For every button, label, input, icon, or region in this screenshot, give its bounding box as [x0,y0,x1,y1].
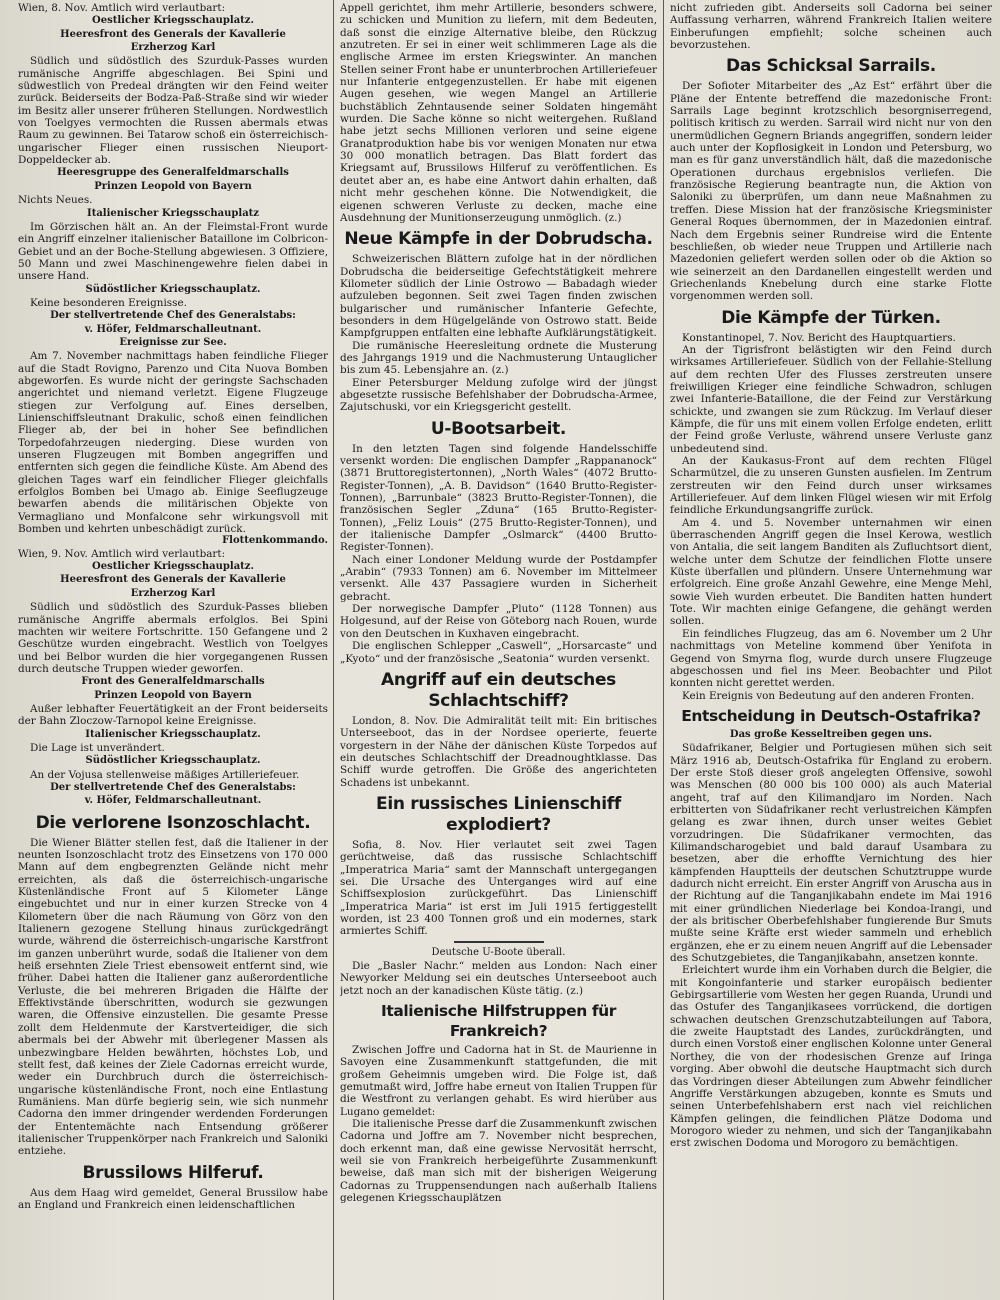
separator-rule [454,941,544,943]
article-paragraph: Südlich und südöstlich des Szurduk-Passes blieben rumänische Angriffe abermals erfolglos. Bei Spini machten wir weitere Fortschritte. 150 Gefangene und 2 Geschütze wurden eingebracht. Westlich von Toelgyes und bei Belbor wurden die hier vorgegangenen Russen durch deutsche Truppen wieder geworfen. [18,601,328,675]
article-paragraph: Aus dem Haag wird gemeldet, General Brussilow habe an England und Frankreich einen leidenschaftlichen [18,1186,328,1211]
section-subhead: Der stellvertretende Chef des Generalstabs: [50,781,296,793]
article-paragraph: Der Sofioter Mitarbeiter des „Az Est“ erfährt über die Pläne der Entente betreffend die mazedonische Front: Sarrails Lage beginnt krotzschlich besorgniserregend, politisch kritisch zu werden. Sarrail wird nicht nur von den unermüdlichen Gegnern Briands angegriffen, sondern leider auch unter der Kopflosigkeit in London und Petersburg, wo man es für ganz unverständlich hält, daß die mazedonische Operationen durchaus ergebnislos verliefen. Die französische Regierung beantragte nun, die Aktion von Saloniki zu überprüfen, um dann neue Maßnahmen zu treffen. Diese Mission hat der französische Kriegsminister General Roques übernommen, der in Mazedonien eintraf. Nach dem Ergebnis seiner Rundreise wird die Entente beschließen, ob wieder neue Truppen und Artillerie nach Mazedonien geliefert werden sollen oder ob die Aktion so wie seinerzeit an den Dardanellen eingestellt werden und Griechenlands Knebelung durch eine starke Flotte vorgenommen werden soll. [670,80,992,303]
article-paragraph: Ein feindliches Flugzeug, das am 6. November um 2 Uhr nachmittags von Meteline kommend über Yenifota in Gegend von Smyrna flog, wurde durch unsere Flugzeuge abgeschossen und fiel ins Meer. Beobachter und Pilot konnten nicht gerettet werden. [670,627,992,690]
article-headline: Entscheidung in Deutsch-Ostafrika? [681,706,981,725]
article-headline: Die Kämpfe der Türken. [721,307,941,328]
article-paragraph: Außer lebhafter Feuertätigkeit an der Front beiderseits der Bahn Zloczow-Tarnopol keine Ereignisse. [18,702,328,728]
article-paragraph: Schweizerischen Blättern zufolge hat in der nördlichen Dobrudscha die beiderseitige Gefechtstätigkeit mehrere Kilometer südlich der Linie Ostrowo — Babadagh wieder aufzuleben begonnen. Seit zwei Tagen finden zwischen bulgarischer und rumänischer Infanterie Gefechte, besonders in dem Hügelgelände von Ostrowo statt. Beide Kampfgruppen entfalten eine lebhafte Aufklärungstätigkeit. [340,253,657,340]
article-paragraph: Im Görzischen hält an. An der Fleimstal-Front wurde ein Angriff einzelner italienischer Bataillone im Colbricon-Gebiet und an der Boche-Stellung abgewiesen. 3 Offiziere, 50 Mann und zwei Maschinengewehre fielen dabei in unsere Hand. [18,220,328,283]
column-middle [340,2,657,1296]
article-paragraph: Einer Petersburger Meldung zufolge wird der jüngst abgesetzte russische Befehlshaber der Dobrudscha-Armee, Zajutschuski, vor ein Kriegsgericht gestellt. [340,376,657,414]
article-headline: U-Bootsarbeit. [430,418,567,439]
section-subhead: Südöstlicher Kriegsschauplatz. [85,755,261,767]
article-headline: Das Schicksal Sarrails. [726,56,936,77]
article-paragraph: An der Kaukasus-Front auf dem rechten Flügel Scharmützel, die zu unseren Gunsten ausfielen. Im Zentrum zerstreuten wir den Feind durch unser wirksames Artilleriefeuer. Auf dem linken Flügel wiesen wir mit Erfolg feindliche Erkundungsangriffe zurück. [670,455,992,517]
column-rule [663,0,664,1300]
article-paragraph: London, 8. Nov. Die Admiralität teilt mit: Ein britisches Unterseeboot, das in der Nordsee operierte, feuerte vorgestern in der Nähe der dänischen Küste Torpedos auf ein deutsches Schlachtschiff der Dreadnoughtklasse. Das Schiff wurde getroffen. Die Größe des angerichteten Schadens ist unbekannt. [340,714,657,789]
article-paragraph: Keine besonderen Ereignisse. [30,296,187,309]
section-subhead: Das große Kesseltreiben gegen uns. [729,728,933,740]
section-subhead: Flottenkommando. [222,535,328,547]
article-paragraph: Wien, 9. Nov. Amtlich wird verlautbart: [18,547,226,560]
article-paragraph: Kein Ereignis von Bedeutung auf den anderen Fronten. [682,689,975,702]
section-subhead: Heeresfront des Generals der Kavallerie [60,28,286,40]
article-paragraph: Die italienische Presse darf die Zusammenkunft zwischen Cadorna und Joffre am 7. November nicht besprechen, doch erkennt man, daß eine gewisse Nervosität herrscht, weil sie von Frankreich herbeigeführte Zusammenkunft beweise, daß man sich mit der bisherigen Weigerung Cadornas zu Truppensendungen nach außerhalb Italiens gelegenen Kriegsschauplätzen [340,1118,657,1205]
column-left [18,2,328,1296]
section-subhead: v. Höfer, Feldmarschalleutnant. [84,795,262,807]
article-headline: Ein russisches Linienschiff explodiert? [376,793,621,835]
article-paragraph: Südlich und südöstlich des Szurduk-Passes wurden rumänische Angriffe abgeschlagen. Bei Spini und südwestlich von Predeal drängten wir den Feind weiter zurück. Beiderseits der Bodza-Paß-Straße sind wir wieder im Besitz aller unserer früheren Stellungen. Nordwestlich von Toelgyes vermochten die Russen abermals etwas Raum zu gewinnen. Bei Tatarow schoß ein österreichisch-ungarischer Flieger einen russischen Nieuport-Doppeldecker ab. [18,55,328,167]
article-paragraph: Die Lage ist unverändert. [30,741,165,754]
article-paragraph: Wien, 8. Nov. Amtlich wird verlautbart: [18,2,226,14]
article-paragraph: Appell gerichtet, ihm mehr Artillerie, besonders schwere, zu schicken und Munition zu liefern, mit dem Bedeuten, daß sonst die einzige Alternative bleibe, den Rückzug anzutreten. Er sei in einer weit schlimmeren Lage als die englische Armee im ersten Kriegswinter. An manchen Stellen seiner Front habe er ununterbrochen Artilleriefeuer nur Infanterie entgegenzustellen. Er habe mit eigenen Augen gesehen, wie wegen Mangel an Artillerie buchstäblich Zehntausende seiner Soldaten hingemäht wurden. Die Sache könne so nicht weitergehen. Rußland habe jetzt sechs Millionen verloren und seine eigene Granatproduktion habe bis vor wenigen Monaten nur etwa 30 000 monatlich betragen. Das Blatt fordert das Kriegsamt auf, Brussilows Hilferuf zu veröffentlichen. Es deutet aber an, es habe eine Antwort dahin erhalten, daß nicht mehr geschehen könne. Die Notwendigkeit, die eigenen schweren Verluste zu decken, mache eine Ausdehnung der Munitionserzeugung unmöglich. (z.) [340,2,657,224]
section-subhead: Italienischer Kriegsschauplatz [87,207,259,219]
article-headline: Italienische Hilfstruppen für Frankreich? [380,1002,617,1041]
section-subhead: Prinzen Leopold von Bayern [94,689,252,701]
section-subhead: Italienischer Kriegsschauplatz. [85,728,261,740]
section-subhead: Der stellvertretende Chef des Generalstabs: [50,310,296,322]
section-subhead: Ereignisse zur See. [119,336,227,348]
article-paragraph: Die Wiener Blätter stellen fest, daß die Italiener in der neunten Isonzoschlacht trotz des Einsetzens von 170 000 Mann auf dem engbegrenzten Gelände nicht mehr erreichten, als daß die österreichisch-ungarische Küstenländische Front auf 5 Kilometer Länge eingebuchtet und nur in einer kurzen Strecke von 4 Kilometern über die nach Räumung von Görz von den Italienern gezogene Stellung hinaus zurückgedrängt wurde, während die österreichisch-ungarische Karstfront im ganzen unberührt wurde, sodaß die Italiener von dem heiß ersehnten Ziele Triest ebensoweit entfernt sind, wie früher. Dabei hatten die Italiener ganz außerordentliche Verluste, die bei mehreren Brigaden die Hälfte der Effektivstände überschritten, wodurch sie gezwungen waren, die Offensive einzustellen. Die gesamte Presse zollt dem Heldenmute der Karstverteidiger, die sich abermals bei der Abwehr mit überlegener Massen als unbezwingbare Helden bewährten, höchstes Lob, und stellt fest, daß keines der Ziele Cadornas erreicht wurde, weder ein Durchbruch durch die österreichisch-ungarische küstenländische Front, noch eine Entlastung Rumäniens. Man dürfe begierig sein, wie sich nunmehr Cadorna den immer dringender werdenden Forderungen der Ententemächte nach Entsendung größerer italienischer Truppenkörper nach Frankreich und Saloniki entziehe. [18,836,328,1158]
article-paragraph: An der Tigrisfront belästigten wir den Feind durch wirksames Artilleriefeuer. Südlich von der Fellahie-Stellung auf dem rechten Ufer des Flusses zerstreuten unsere freiwilligen Krieger eine feindliche Schwadron, schlugen zwei Infanterie-Bataillone, die der Feind zur Verstärkung schickte, und zwangen sie zum Rückzug. Im Verlauf dieser Kämpfe, die für uns mit einem vollen Erfolge endeten, erlitt der Feind große Verluste, während unsere Verluste ganz unbedeutend sind. [670,343,992,455]
article-paragraph: Erleichtert wurde ihm ein Vorhaben durch die Belgier, die mit Kongoinfanterie und starker europäisch bedienter Gebirgsartillerie vom Westen her gegen Ruanda, Urundi und das Ostufer des Tanganjikasees vorrückend, die dortigen schwachen deutschen Grenzschutzabteilungen auf Tabora, die zweite Hauptstadt des Landes, zurückdrängten, und durch einen Vorstoß einer englischen Kolonne unter General Northey, die von der rhodesischen Grenze auf Iringa vorging. Aber obwohl die deutsche Hauptmacht sich durch das Vordringen dieser Abteilungen zum Abwehr feindlicher Angriffe Verstärkungen abzugeben, konnte es Smuts und seinen Unterbefehlshabern erst nach viel reichlichen Kämpfen gelingen, die feindlichen Plätze Dodoma und Morogoro wieder zu nehmen, und sich der Tanganjikabahn erst zwischen Dodoma und Morogoro zu bemächtigen. [670,964,992,1150]
article-paragraph: An der Vojusa stellenweise mäßiges Artilleriefeuer. [30,768,300,781]
article-paragraph: Am 7. November nachmittags haben feindliche Flieger auf die Stadt Rovigno, Parenzo und Cita Nuova Bomben abgeworfen. Es wurde nicht der geringste Sachschaden angerichtet und niemand verletzt. Eigene Flugzeuge stiegen zur Verfolgung auf. Eines derselben, Linienschiffsleutnant Drakulic, schoß einen feindlichen Flieger ab, der bei in hoher See befindlichen Torpedofahrzeugen niederging. Diese wurden von unseren Flugzeugen mit Bomben angegriffen und entfernten sich gegen die feindliche Küste. Am Abend des gleichen Tages warf ein feindlicher Flieger gleichfalls erfolglos Bomben bei Umago ab. Einige Seeflugzeuge bewarfen abends die militärischen Objekte von Vermagliano und Monfalcone sehr wirkungsvoll mit Bomben und kehrten unbeschädigt zurück. [18,350,328,536]
section-subhead: Erzherzog Karl [130,587,216,599]
section-subhead: Prinzen Leopold von Bayern [94,180,252,192]
article-paragraph: Konstantinopel, 7. Nov. Bericht des Hauptquartiers. [682,331,956,344]
section-subhead: Südöstlicher Kriegsschauplatz. [85,283,261,295]
section-subhead: v. Höfer, Feldmarschalleutnant. [84,323,262,335]
section-subhead: Heeresgruppe des Generalfeldmarschalls [57,167,289,179]
article-paragraph: Zwischen Joffre und Cadorna hat in St. de Maurienne in Savoyen eine Zusammenkunft stattgefunden, die mit großem Geheimnis umgeben wird. Die Folge ist, daß gemutmaßt wird, Joffre habe erneut von Italien Truppen für die Westfront zu verlangen gehabt. Es wird hierüber aus Lugano gemeldet: [340,1044,657,1118]
article-headline: Neue Kämpfe in der Dobrudscha. [344,229,653,250]
article-paragraph: Der norwegische Dampfer „Pluto“ (1128 Tonnen) aus Holgesund, auf der Reise von Göteborg nach Rouen, wurde von den Deutschen in Kuxhaven eingebracht. [340,603,657,640]
section-subhead: Oestlicher Kriegsschauplatz. [92,561,254,573]
article-headline: Angriff auf ein deutsches Schlachtschiff? [381,669,616,711]
article-paragraph: Nach einer Londoner Meldung wurde der Postdampfer „Arabin“ (7933 Tonnen) am 6. November im Mittelmeer versenkt. Alle 437 Passagiere wurden in Sicherheit gebracht. [340,553,657,603]
section-subhead: Oestlicher Kriegsschauplatz. [92,15,254,27]
article-paragraph: nicht zufrieden gibt. Anderseits soll Cadorna bei seiner Auffassung verharren, während Frankreich Italien weitere Einberufungen empfiehlt; solche scheinen auch bevorzustehen. [670,2,992,52]
section-subhead: Deutsche U-Boote überall. [431,946,566,958]
section-subhead: Erzherzog Karl [130,42,216,54]
column-rule [333,0,334,1300]
article-headline: Brussilows Hilferuf. [82,1162,264,1183]
article-paragraph: Die „Basler Nachr.“ melden aus London: Nach einer Newyorker Meldung sei ein deutsches Unterseeboot auch jetzt noch an der kanadischen Küste tätig. (z.) [340,960,657,997]
section-subhead: Front des Generalfeldmarschalls [81,676,265,688]
column-right [670,2,992,1296]
article-paragraph: Am 4. und 5. November unternahmen wir einen überraschenden Angriff gegen die Insel Kerowa, westlich von Antalia, die seit langem Banditen als Zufluchtsort dient, welche unter dem Schutze der feindlichen Flotte unsere Küste überfallen und plündern. Unsere Unternehmung war erfolgreich. Eine große Anzahl Gewehre, eine Menge Mehl, sowie Vieh wurden erbeutet. Die Banditen hatten hundert Tote. Wir machten einige Gefangene, die gehängt werden sollen. [670,516,992,628]
article-paragraph: Die rumänische Heeresleitung ordnete die Musterung des Jahrgangs 1919 und die Nachmusterung Untauglicher bis zum 45. Lebensjahre an. (z.) [340,339,657,377]
article-paragraph: Die englischen Schlepper „Caswell“, „Horsarcaste“ und „Kyoto“ und der französische „Seatonia“ wurden versenkt. [340,640,657,665]
article-paragraph: In den letzten Tagen sind folgende Handelsschiffe versenkt worden: Die englischen Dampfer „Rappananock“ (3871 Bruttoregistertonnen), „North Wales“ (4072 Brutto-Register-Tonnen), „A. B. Davidson“ (1640 Brutto-Register-Tonnen), „Barrunbale“ (3823 Brutto-Register-Tonnen), die französischen Segler „Zduna“ (165 Brutto-Register-Tonnen), „Feliz Louis“ (275 Brutto-Register-Tonnen), und der italienische Dampfer „Oslmarck“ (4400 Brutto-Register-Tonnen). [340,442,657,554]
article-paragraph: Sofia, 8. Nov. Hier verlautet seit zwei Tagen gerüchtweise, daß das russische Schlachtschiff „Imperatrica Maria“ samt der Mannschaft untergegangen sei. Die Ursache des Unterganges wird auf eine Schiffsexplosion zurückgeführt. Das Linienschiff „Imperatrica Maria“ ist erst im Juli 1915 fertiggestellt worden, ist 23 400 Tonnen groß und ein modernes, stark armiertes Schiff. [340,838,657,938]
article-headline: Die verlorene Isonzoschlacht. [35,812,311,833]
article-paragraph: Südafrikaner, Belgier und Portugiesen mühen sich seit März 1916 ab, Deutsch-Ostafrika für England zu erobern. Der erste Stoß dieser groß angelegten Offensive, sowohl was Menschen (80 000 bis 100 000) als auch Material angeht, traf auf den Kilimandjaro im Norden. Nach erbitterten von Südafrikaner recht verlustreichen Kämpfen gelang es zwar ihnen, durch unser weites Gebiet vorzudringen. Die Südafrikaner vermochten, das Kilimandscharogebiet und bald darauf Usambara zu besetzen, aber die erhoffte Vernichtung des hier kämpfenden Hauptteils der deutschen Schutztruppe wurde dadurch nicht erreicht. Ein erster Angriff von Aruscha aus in der Richtung auf die Tanganjikabahn endete im Mai 1916 mit einer gründlichen Niederlage bei Kondoa-Irangi, und der als britischer Oberbefehlshaber fungierende Bur Smuts mußte seine Kräfte erst wieder sammeln und erheblich ergänzen, ehe er zu einem neuen Angriff auf die Lebensader des Schutzgebietes, die Tanganjikabahn, ansetzen konnte. [670,742,992,965]
article-paragraph: Nichts Neues. [18,194,93,207]
section-subhead: Heeresfront des Generals der Kavallerie [60,574,286,586]
